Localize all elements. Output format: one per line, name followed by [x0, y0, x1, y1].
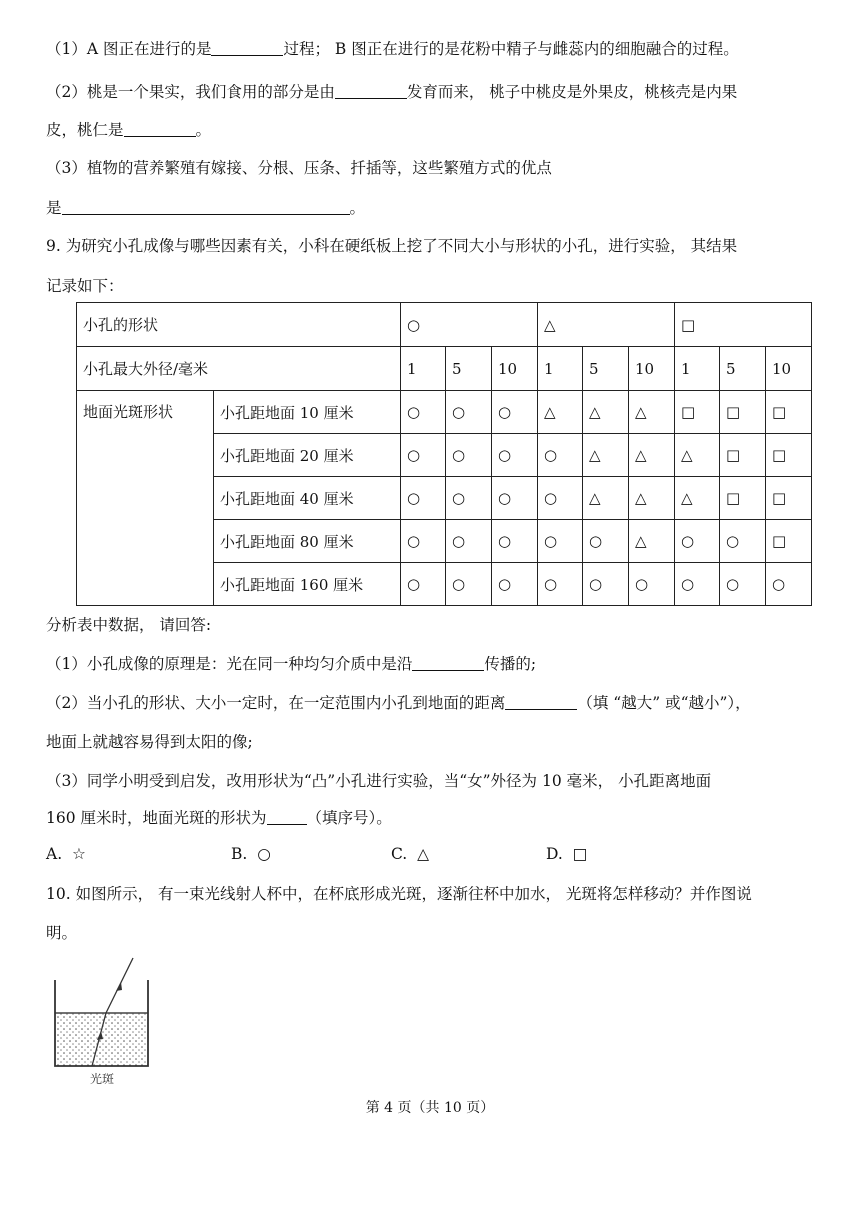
q8-part2-cont	[46, 119, 211, 141]
q10-stem-text: 10. 如图所示， 有一束光线射人杯中，在杯底形成光斑，逐渐往杯中加水， 光斑将怎样移动？并作图说	[46, 885, 752, 903]
table-cell: ○	[675, 520, 720, 563]
table-cell: ○	[492, 520, 538, 563]
option-letter: D.	[546, 845, 563, 863]
table-cell: □	[720, 434, 766, 477]
option-letter: B.	[231, 845, 248, 863]
q9-part1-text-b: 传播的;	[484, 655, 537, 673]
q9-part2-cont	[46, 731, 253, 753]
table-cell: △	[583, 434, 629, 477]
answer-blank[interactable]	[211, 39, 283, 56]
table-cell: ○	[629, 563, 675, 606]
option-b[interactable]	[231, 845, 271, 863]
q9-stem-cont	[46, 275, 124, 297]
q8-part3-cont	[46, 197, 365, 219]
size-header: 小孔最大外径/毫米	[77, 347, 401, 391]
table-cell: ○	[538, 434, 583, 477]
q9-stem	[46, 235, 737, 257]
q8-part1-text-b: 过程； B 图正在进行的是花粉中精子与雌蕊内的细胞融合的过程。	[283, 40, 739, 58]
q8-part2-text-a: （2）桃是一个果实，我们食用的部分是由	[46, 83, 335, 101]
q9-part2	[46, 692, 751, 714]
option-a[interactable]	[46, 845, 86, 863]
table-cell: ○	[538, 477, 583, 520]
shape-square: □	[675, 303, 812, 347]
option-letter: C.	[391, 845, 408, 863]
table-cell: ○	[401, 520, 446, 563]
q9-stem-text-2: 记录如下：	[46, 277, 124, 295]
figure-label: 光斑	[89, 1072, 115, 1086]
q9-part3-cont	[46, 807, 392, 829]
table-cell: ○	[583, 563, 629, 606]
table-cell: ○	[720, 563, 766, 606]
circle-icon: ○	[257, 845, 271, 863]
table-cell: ○	[675, 563, 720, 606]
q8-part3-text-b: 是	[46, 199, 62, 217]
table-cell: △	[675, 434, 720, 477]
table-cell: □	[720, 391, 766, 434]
row-label: 小孔距地面 80 厘米	[214, 520, 401, 563]
table-row-shape	[77, 303, 812, 347]
table-cell: △	[538, 391, 583, 434]
table-cell: ○	[401, 391, 446, 434]
table-cell: □	[766, 434, 812, 477]
cup-light-figure	[50, 955, 170, 1090]
q9-part3	[46, 770, 711, 792]
q10-stem-cont	[46, 922, 77, 944]
experiment-table	[76, 302, 812, 606]
table-cell: △	[629, 520, 675, 563]
table-row	[77, 391, 812, 434]
q8-part3-text-c: 。	[349, 199, 366, 217]
q8-part2-text-c: 皮，桃仁是	[46, 121, 124, 139]
table-cell: □	[766, 477, 812, 520]
q9-part3-text-c: （填序号）。	[306, 809, 392, 827]
q8-part3	[46, 157, 552, 179]
analysis-prompt	[46, 614, 211, 636]
table-cell: □	[675, 391, 720, 434]
q9-part2-text-a: （2）当小孔的形状、大小一定时，在一定范围内小孔到地面的距离	[46, 694, 506, 712]
table-cell: ○	[720, 520, 766, 563]
table-cell: □	[720, 477, 766, 520]
answer-blank[interactable]	[505, 693, 577, 710]
table-cell: △	[629, 477, 675, 520]
answer-blank[interactable]	[412, 654, 484, 671]
q9-part3-text-a: （3）同学小明受到启发，改用形状为“凸”小孔进行实验，当“女”外径为 10 毫米， 小孔距离地面	[46, 772, 712, 790]
triangle-icon: △	[417, 845, 430, 863]
cup-diagram	[50, 955, 170, 1090]
option-letter: A.	[46, 845, 63, 863]
table-cell: ○	[492, 434, 538, 477]
table-cell: ○	[401, 434, 446, 477]
shape-header: 小孔的形状	[77, 303, 401, 347]
answer-blank[interactable]	[62, 198, 350, 215]
q10-stem	[46, 883, 752, 905]
size-cell: 5	[583, 347, 629, 391]
table-cell: △	[675, 477, 720, 520]
option-d[interactable]	[546, 845, 587, 863]
table-cell: ○	[446, 520, 492, 563]
table-cell: ○	[446, 477, 492, 520]
q8-part2	[46, 81, 737, 103]
q9-part3-text-b: 160 厘米时，地面光斑的形状为	[46, 809, 267, 827]
size-cell: 10	[629, 347, 675, 391]
star-icon: ☆	[71, 845, 86, 863]
table-cell: ○	[766, 563, 812, 606]
group-header: 地面光斑形状	[77, 391, 214, 606]
table-cell: △	[629, 434, 675, 477]
size-cell: 1	[675, 347, 720, 391]
table-cell: ○	[401, 477, 446, 520]
q8-part1-text-a: （1）A 图正在进行的是	[46, 40, 212, 58]
q8-part3-text-a: （3）植物的营养繁殖有嫁接、分根、压条、扦插等，这些繁殖方式的优点	[46, 159, 552, 177]
q8-part1	[46, 38, 739, 60]
table-cell: □	[766, 520, 812, 563]
q9-part2-text-c: 地面上就越容易得到太阳的像;	[46, 733, 253, 751]
table-cell: ○	[492, 563, 538, 606]
table-cell: ○	[538, 520, 583, 563]
q9-part1-text-a: （1）小孔成像的原理是：光在同一种均匀介质中是沿	[46, 655, 413, 673]
table-cell: ○	[538, 563, 583, 606]
table-cell: ○	[446, 434, 492, 477]
size-cell: 5	[720, 347, 766, 391]
table-cell: △	[629, 391, 675, 434]
shape-triangle: △	[538, 303, 675, 347]
q8-part2-text-d: 。	[195, 121, 212, 139]
row-label: 小孔距地面 10 厘米	[214, 391, 401, 434]
table-cell: ○	[583, 520, 629, 563]
q9-part1	[46, 653, 536, 675]
shape-circle: ○	[401, 303, 538, 347]
q8-part2-text-b: 发育而来， 桃子中桃皮是外果皮，桃核壳是内果	[406, 83, 738, 101]
table-row-size	[77, 347, 812, 391]
size-cell: 1	[401, 347, 446, 391]
q9-stem-text: 9. 为研究小孔成像与哪些因素有关，小科在硬纸板上挖了不同大小与形状的小孔，进行实验， 其结果	[46, 237, 738, 255]
table-cell: ○	[401, 563, 446, 606]
table-cell: △	[583, 391, 629, 434]
answer-blank[interactable]	[267, 808, 307, 825]
size-cell: 5	[446, 347, 492, 391]
arrow-icon	[116, 982, 122, 991]
size-cell: 10	[766, 347, 812, 391]
table-cell: ○	[492, 391, 538, 434]
size-cell: 1	[538, 347, 583, 391]
answer-blank[interactable]	[124, 120, 196, 137]
answer-blank[interactable]	[335, 82, 407, 99]
square-icon: □	[572, 845, 588, 863]
row-label: 小孔距地面 20 厘米	[214, 434, 401, 477]
answer-options	[46, 845, 746, 867]
table-cell: □	[766, 391, 812, 434]
row-label: 小孔距地面 160 厘米	[214, 563, 401, 606]
row-label: 小孔距地面 40 厘米	[214, 477, 401, 520]
q10-stem-text-2: 明。	[46, 924, 78, 942]
table-cell: ○	[492, 477, 538, 520]
table-cell: ○	[446, 391, 492, 434]
q9-part2-text-b: （填 “越大” 或“越小”），	[577, 694, 751, 712]
option-c[interactable]	[391, 845, 429, 863]
page-footer: 第 4 页（共 10 页）	[365, 1100, 495, 1116]
table-cell: △	[583, 477, 629, 520]
table-cell: ○	[446, 563, 492, 606]
size-cell: 10	[492, 347, 538, 391]
water-fill	[55, 1013, 148, 1066]
analysis-text: 分析表中数据， 请回答:	[46, 616, 212, 634]
